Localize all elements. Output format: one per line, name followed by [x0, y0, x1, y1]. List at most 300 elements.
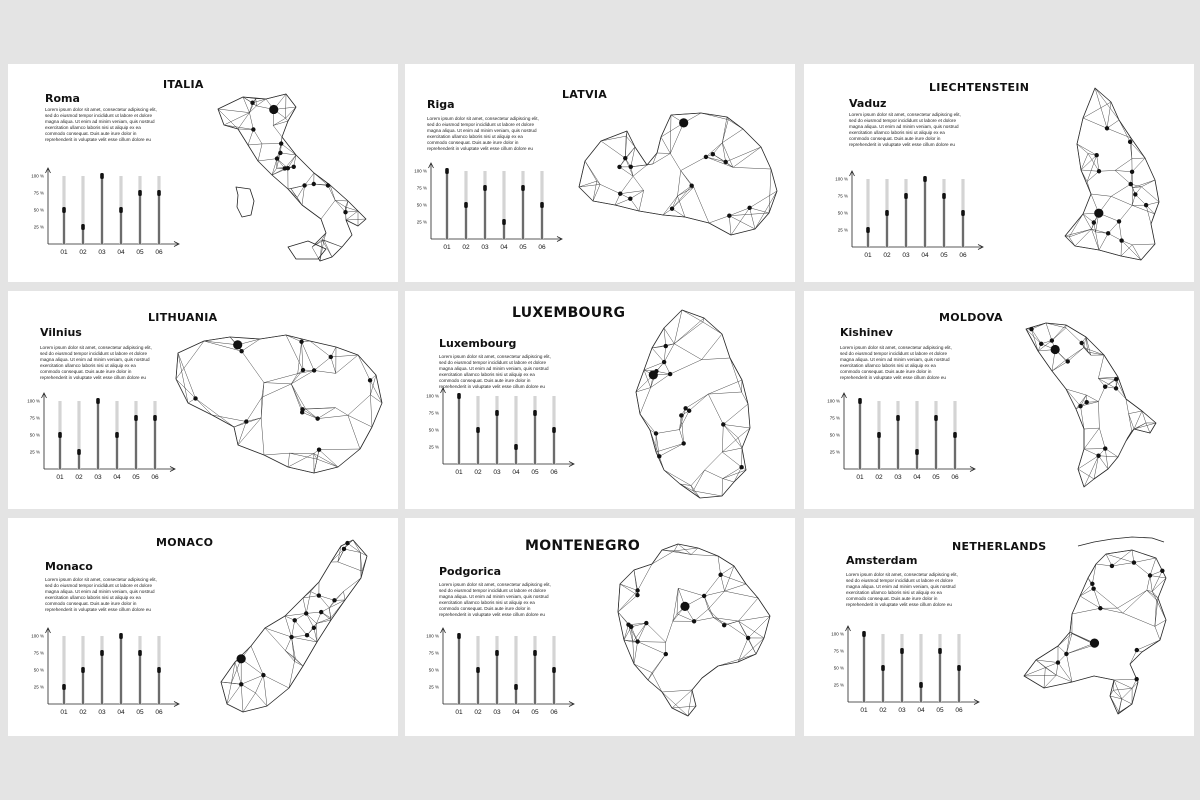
city-node: [279, 141, 283, 145]
bar-marker: [533, 410, 537, 416]
capital-node: [649, 370, 658, 379]
y-tick-label: 25 %: [33, 684, 44, 690]
city-node: [250, 101, 254, 105]
category-label: 01: [443, 244, 451, 251]
bar-marker: [862, 631, 866, 637]
category-label: 01: [60, 709, 68, 716]
city-node: [629, 165, 633, 169]
city-node: [278, 151, 282, 155]
y-tick-label: 75 %: [829, 415, 840, 421]
bar-marker: [961, 210, 965, 216]
bar-marker: [457, 393, 461, 399]
category-label: 04: [117, 709, 125, 716]
city-node: [289, 635, 293, 639]
country-outline: [218, 94, 366, 261]
bar-marker: [119, 207, 123, 213]
city-node: [692, 619, 696, 623]
city-node: [239, 349, 243, 353]
capital-node: [680, 602, 689, 611]
city-node: [368, 378, 372, 382]
capital-name: Riga: [427, 98, 455, 111]
bar-marker: [62, 207, 66, 213]
y-tick-label: 100 %: [31, 173, 44, 179]
bar-marker: [900, 648, 904, 654]
bar-marker: [877, 432, 881, 438]
country-title: LITHUANIA: [148, 311, 218, 324]
city-node: [1160, 569, 1164, 573]
bar-marker: [138, 190, 142, 196]
y-tick-label: 50 %: [33, 207, 44, 213]
bar-marker: [445, 168, 449, 174]
capital-name: Monaco: [45, 560, 93, 573]
y-tick-label: 75 %: [33, 190, 44, 196]
bar-marker: [157, 667, 161, 673]
city-node: [1105, 126, 1109, 130]
y-tick-label: 75 %: [428, 650, 439, 656]
country-title: LATVIA: [562, 88, 608, 101]
body-text: Lorem ipsum dolor sit amet, consectetur adipiscing elit, sed do eiusmod tempor incididunt ut labore et dolore magna aliqua. Ut enim ad minim veniam, quis nostrud exercitation ullamco laboris nisi ut aliquip ex ea commodo consequat. Duis aute irure dolor in reprehenderit in voluptate velit esse cillum dolore eu: [849, 112, 961, 147]
category-label: 04: [500, 244, 508, 251]
y-tick-label: 100 %: [426, 393, 439, 399]
bar-marker: [81, 667, 85, 673]
category-label: 01: [860, 707, 868, 714]
country-outline: [636, 310, 750, 498]
category-label: 06: [955, 707, 963, 714]
bar-marker: [96, 398, 100, 404]
city-node: [1135, 648, 1139, 652]
category-label: 05: [932, 474, 940, 481]
city-node: [1117, 219, 1121, 223]
city-node: [635, 588, 639, 592]
city-node: [342, 547, 346, 551]
slide-montenegro[interactable]: [405, 518, 795, 736]
city-node: [670, 206, 674, 210]
slide-latvia[interactable]: [405, 64, 795, 282]
bar-chart: [26, 391, 176, 487]
category-label: 01: [56, 474, 64, 481]
city-node: [1133, 192, 1137, 196]
bar-marker: [457, 633, 461, 639]
category-label: 03: [98, 709, 106, 716]
city-node: [635, 639, 639, 643]
country-map: [575, 109, 785, 239]
bar-marker: [552, 427, 556, 433]
city-node: [711, 152, 715, 156]
city-node: [626, 622, 630, 626]
category-label: 05: [132, 474, 140, 481]
y-tick-label: 100 %: [426, 633, 439, 639]
city-node: [1094, 153, 1098, 157]
bar-marker: [514, 684, 518, 690]
bar-marker: [81, 224, 85, 230]
y-tick-label: 25 %: [29, 449, 40, 455]
category-label: 01: [455, 709, 463, 716]
city-node: [1091, 586, 1095, 590]
category-label: 04: [921, 252, 929, 259]
city-node: [746, 636, 750, 640]
city-node: [317, 593, 321, 597]
country-title: NETHERLANDS: [952, 540, 1047, 553]
y-tick-label: 25 %: [428, 684, 439, 690]
category-label: 04: [117, 249, 125, 256]
body-text: Lorem ipsum dolor sit amet, consectetur adipiscing elit, sed do eiusmod tempor incididunt ut labore et dolore magna aliqua. Ut enim ad minim veniam, quis nostrud exercitation ullamco laboris nisi ut aliquip ex ea commodo consequat. Duis aute irure dolor in reprehenderit in voluptate velit esse cillum dolore eu: [840, 345, 952, 380]
bar-chart: [30, 626, 180, 722]
city-node: [664, 344, 668, 348]
country-map: [1014, 536, 1184, 716]
bar-marker: [100, 650, 104, 656]
y-tick-label: 25 %: [428, 444, 439, 450]
bar-chart: [30, 166, 180, 262]
country-outline: [1024, 550, 1166, 714]
city-node: [1078, 404, 1082, 408]
bar-marker: [495, 650, 499, 656]
category-label: 03: [902, 252, 910, 259]
bar-marker: [957, 665, 961, 671]
capital-name: Vilnius: [40, 326, 82, 339]
city-node: [683, 406, 687, 410]
body-text: Lorem ipsum dolor sit amet, consectetur adipiscing elit, sed do eiusmod tempor incididunt ut labore et dolore magna aliqua. Ut enim ad minim veniam, quis nostrud exercitation ullamco laboris nisi ut aliquip ex ea commodo consequat. Duis aute irure dolor in reprehenderit in voluptate velit esse cillum dolore eu: [40, 345, 152, 380]
y-tick-label: 100 %: [831, 631, 844, 637]
slide-monaco[interactable]: [8, 518, 398, 736]
y-tick-label: 50 %: [428, 427, 439, 433]
category-label: 06: [550, 469, 558, 476]
capital-name: Roma: [45, 92, 80, 105]
capital-node: [237, 654, 246, 663]
category-label: 02: [474, 709, 482, 716]
city-node: [244, 419, 248, 423]
y-tick-label: 50 %: [833, 665, 844, 671]
category-label: 05: [136, 709, 144, 716]
city-node: [628, 197, 632, 201]
city-node: [1144, 203, 1148, 207]
bar-marker: [62, 684, 66, 690]
bar-marker: [934, 415, 938, 421]
country-title: MOLDOVA: [939, 311, 1003, 324]
city-node: [722, 623, 726, 627]
city-node: [1148, 573, 1152, 577]
city-node: [681, 441, 685, 445]
city-node: [635, 593, 639, 597]
city-node: [723, 160, 727, 164]
city-node: [275, 156, 279, 160]
city-node: [319, 610, 323, 614]
country-outline: [1078, 537, 1164, 546]
city-node: [662, 360, 666, 364]
city-node: [1110, 564, 1114, 568]
y-tick-label: 75 %: [33, 650, 44, 656]
city-node: [1097, 169, 1101, 173]
country-outline: [236, 187, 254, 217]
y-tick-label: 25 %: [33, 224, 44, 230]
bar-marker: [138, 650, 142, 656]
capital-node: [679, 118, 688, 127]
category-label: 04: [913, 474, 921, 481]
capital-node: [1094, 209, 1103, 218]
y-tick-label: 50 %: [416, 202, 427, 208]
y-tick-label: 100 %: [414, 168, 427, 174]
country-map: [610, 540, 775, 718]
y-tick-label: 25 %: [837, 227, 848, 233]
city-node: [304, 611, 308, 615]
city-node: [1056, 660, 1060, 664]
bar-marker: [533, 650, 537, 656]
category-label: 03: [894, 474, 902, 481]
city-node: [1064, 652, 1068, 656]
capital-node: [1051, 345, 1060, 354]
city-node: [1114, 377, 1118, 381]
city-node: [664, 652, 668, 656]
city-node: [1106, 231, 1110, 235]
category-label: 06: [155, 709, 163, 716]
category-label: 01: [60, 249, 68, 256]
bar-marker: [942, 193, 946, 199]
bar-marker: [904, 193, 908, 199]
category-label: 02: [79, 709, 87, 716]
city-node: [1096, 454, 1100, 458]
category-label: 02: [875, 474, 883, 481]
bar-marker: [77, 449, 81, 455]
bar-marker: [858, 398, 862, 404]
category-label: 06: [538, 244, 546, 251]
city-node: [618, 191, 622, 195]
capital-name: Luxembourg: [439, 337, 517, 350]
city-node: [1066, 359, 1070, 363]
category-label: 05: [531, 709, 539, 716]
city-node: [747, 206, 751, 210]
body-text: Lorem ipsum dolor sit amet, consectetur adipiscing elit, sed do eiusmod tempor incididunt ut labore et dolore magna aliqua. Ut enim ad minim veniam, quis nostrud exercitation ullamco laboris nisi ut aliquip ex ea commodo consequat. Duis aute irure dolor in reprehenderit in voluptate velit esse cillum dolore eu: [45, 107, 157, 142]
bar-marker: [938, 648, 942, 654]
country-title: MONTENEGRO: [525, 538, 641, 554]
city-node: [299, 340, 303, 344]
category-label: 03: [94, 474, 102, 481]
city-node: [739, 465, 743, 469]
city-node: [718, 573, 722, 577]
y-tick-label: 75 %: [837, 193, 848, 199]
city-node: [1090, 582, 1094, 586]
city-node: [1039, 342, 1043, 346]
category-label: 05: [940, 252, 948, 259]
category-label: 03: [493, 469, 501, 476]
capital-node: [233, 340, 242, 349]
city-node: [668, 372, 672, 376]
slide-moldova[interactable]: [804, 291, 1194, 509]
category-label: 05: [531, 469, 539, 476]
city-node: [657, 454, 661, 458]
city-node: [312, 626, 316, 630]
y-tick-label: 50 %: [829, 432, 840, 438]
bar-marker: [153, 415, 157, 421]
y-tick-label: 75 %: [416, 185, 427, 191]
bar-marker: [919, 682, 923, 688]
body-text: Lorem ipsum dolor sit amet, consectetur adipiscing elit, sed do eiusmod tempor incididunt ut labore et dolore magna aliqua. Ut enim ad minim veniam, quis nostrud exercitation ullamco laboris nisi ut aliquip ex ea commodo consequat. Duis aute irure dolor in reprehenderit in voluptate velit esse cillum dolore eu: [846, 572, 958, 607]
capital-name: Vaduz: [849, 97, 887, 110]
city-node: [312, 368, 316, 372]
city-node: [332, 598, 336, 602]
y-tick-label: 25 %: [416, 219, 427, 225]
category-label: 06: [951, 474, 959, 481]
city-node: [317, 448, 321, 452]
y-tick-label: 100 %: [31, 633, 44, 639]
city-node: [315, 416, 319, 420]
city-node: [1050, 338, 1054, 342]
bar-marker: [896, 415, 900, 421]
bar-marker: [157, 190, 161, 196]
body-text: Lorem ipsum dolor sit amet, consectetur adipiscing elit, sed do eiusmod tempor incididunt ut labore et dolore magna aliqua. Ut enim ad minim veniam, quis nostrud exercitation ullamco laboris nisi ut aliquip ex ea commodo consequat. Duis aute irure dolor in reprehenderit in voluptate velit esse cillum dolore eu: [427, 116, 539, 151]
capital-node: [1090, 639, 1099, 648]
city-node: [312, 182, 316, 186]
country-title: MONACO: [156, 536, 214, 549]
slide-luxembourg[interactable]: [405, 291, 795, 509]
city-node: [654, 431, 658, 435]
y-tick-label: 50 %: [33, 667, 44, 673]
city-node: [1103, 446, 1107, 450]
country-title: LIECHTENSTEIN: [929, 81, 1030, 94]
city-node: [343, 210, 347, 214]
category-label: 01: [455, 469, 463, 476]
city-node: [251, 127, 255, 131]
slide-lithuania[interactable]: [8, 291, 398, 509]
bar-chart: [834, 169, 984, 265]
capital-name: Podgorica: [439, 565, 502, 578]
country-outline: [221, 540, 367, 712]
bar-marker: [885, 210, 889, 216]
city-node: [193, 396, 197, 400]
city-node: [1085, 400, 1089, 404]
y-tick-label: 75 %: [29, 415, 40, 421]
bar-marker: [923, 176, 927, 182]
y-tick-label: 100 %: [827, 398, 840, 404]
slide-italia[interactable]: [8, 64, 398, 282]
city-node: [286, 166, 290, 170]
category-label: 06: [155, 249, 163, 256]
city-node: [1098, 606, 1102, 610]
bar-marker: [100, 173, 104, 179]
city-node: [1128, 140, 1132, 144]
city-node: [721, 422, 725, 426]
bar-marker: [476, 427, 480, 433]
bar-marker: [915, 449, 919, 455]
y-tick-label: 75 %: [833, 648, 844, 654]
capital-node: [269, 105, 278, 114]
category-label: 02: [474, 469, 482, 476]
country-outline: [1065, 88, 1159, 260]
bar-chart: [425, 386, 575, 482]
category-label: 04: [917, 707, 925, 714]
city-node: [617, 165, 621, 169]
bar-marker: [483, 185, 487, 191]
city-node: [326, 183, 330, 187]
category-label: 05: [136, 249, 144, 256]
category-label: 02: [883, 252, 891, 259]
bar-marker: [953, 432, 957, 438]
y-tick-label: 25 %: [829, 449, 840, 455]
slide-netherlands[interactable]: [804, 518, 1194, 736]
bar-marker: [58, 432, 62, 438]
country-map: [213, 536, 373, 716]
category-label: 02: [75, 474, 83, 481]
city-node: [702, 594, 706, 598]
country-title: ITALIA: [163, 78, 204, 91]
city-node: [261, 673, 265, 677]
country-map: [630, 306, 760, 501]
bar-chart: [826, 391, 976, 487]
category-label: 06: [151, 474, 159, 481]
category-label: 05: [519, 244, 527, 251]
city-node: [679, 413, 683, 417]
category-label: 03: [98, 249, 106, 256]
y-tick-label: 50 %: [29, 432, 40, 438]
country-outline: [618, 544, 770, 716]
category-label: 04: [512, 709, 520, 716]
city-node: [644, 621, 648, 625]
bar-chart: [830, 624, 980, 720]
bar-marker: [521, 185, 525, 191]
city-node: [1114, 386, 1118, 390]
country-title: LUXEMBOURG: [512, 305, 626, 321]
city-node: [1079, 341, 1083, 345]
capital-name: Amsterdam: [846, 554, 918, 567]
category-label: 02: [879, 707, 887, 714]
category-label: 02: [79, 249, 87, 256]
bar-marker: [540, 202, 544, 208]
city-node: [292, 165, 296, 169]
capital-name: Kishinev: [840, 326, 893, 339]
bar-marker: [464, 202, 468, 208]
city-node: [1119, 238, 1123, 242]
y-tick-label: 75 %: [428, 410, 439, 416]
y-tick-label: 50 %: [837, 210, 848, 216]
category-label: 03: [493, 709, 501, 716]
city-node: [302, 183, 306, 187]
category-label: 01: [856, 474, 864, 481]
bar-marker: [495, 410, 499, 416]
country-map: [208, 89, 378, 264]
bar-marker: [115, 432, 119, 438]
city-node: [239, 682, 243, 686]
city-node: [1103, 384, 1107, 388]
body-text: Lorem ipsum dolor sit amet, consectetur adipiscing elit, sed do eiusmod tempor incididunt ut labore et dolore magna aliqua. Ut enim ad minim veniam, quis nostrud exercitation ullamco laboris nisi ut aliquip ex ea commodo consequat. Duis aute irure dolor in reprehenderit in voluptate velit esse cillum dolore eu: [45, 577, 157, 612]
city-node: [329, 355, 333, 359]
body-text: Lorem ipsum dolor sit amet, consectetur adipiscing elit, sed do eiusmod tempor incididunt ut labore et dolore magna aliqua. Ut enim ad minim veniam, quis nostrud exercitation ullamco laboris nisi ut aliquip ex ea commodo consequat. Duis aute irure dolor in reprehenderit in voluptate velit esse cillum dolore eu: [439, 354, 551, 389]
country-outline: [1026, 323, 1156, 487]
body-text: Lorem ipsum dolor sit amet, consectetur adipiscing elit, sed do eiusmod tempor incididunt ut labore et dolore magna aliqua. Ut enim ad minim veniam, quis nostrud exercitation ullamco laboris nisi ut aliquip ex ea commodo consequat. Duis aute irure dolor in reprehenderit in voluptate velit esse cillum dolore eu: [439, 582, 551, 617]
bar-marker: [502, 219, 506, 225]
category-label: 06: [959, 252, 967, 259]
city-node: [1132, 560, 1136, 564]
city-node: [345, 541, 349, 545]
bar-chart: [425, 626, 575, 722]
city-node: [1129, 182, 1133, 186]
category-label: 01: [864, 252, 872, 259]
y-tick-label: 25 %: [833, 682, 844, 688]
bar-marker: [881, 665, 885, 671]
bar-marker: [476, 667, 480, 673]
city-node: [1130, 170, 1134, 174]
city-node: [301, 368, 305, 372]
bar-marker: [134, 415, 138, 421]
slide-liechtenstein[interactable]: [804, 64, 1194, 282]
city-node: [687, 409, 691, 413]
bar-chart: [413, 161, 563, 257]
city-node: [1029, 327, 1033, 331]
category-label: 04: [512, 469, 520, 476]
country-map: [1059, 84, 1169, 264]
category-label: 06: [550, 709, 558, 716]
city-node: [1134, 677, 1138, 681]
city-node: [305, 633, 309, 637]
y-tick-label: 100 %: [835, 176, 848, 182]
category-label: 05: [936, 707, 944, 714]
